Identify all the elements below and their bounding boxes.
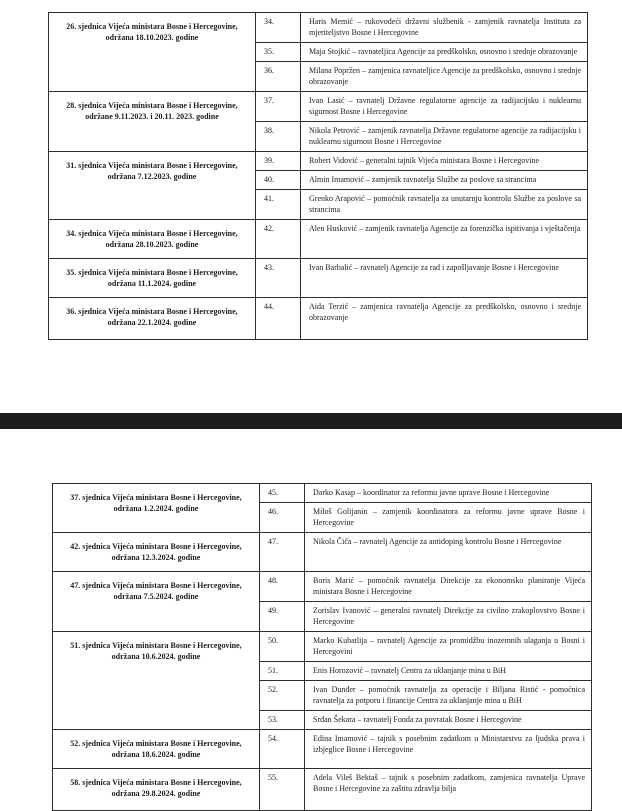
session-cell xyxy=(53,730,260,769)
official-description: Milana Popržen – zamjenica ravnateljice Agencije za predškolsko, osnovno i srednje obrazovanje xyxy=(301,62,588,92)
session-cell xyxy=(53,632,260,730)
row-number: 49. xyxy=(260,602,305,632)
table-row xyxy=(53,572,592,602)
official-description: Maja Stojkić – ravnateljica Agencije za predškolsko, osnovno i srednje obrazovanje xyxy=(301,43,588,62)
session-title: 37. sjednica Vijeća ministara Bosne i Hercegovine, xyxy=(70,493,242,502)
session-cell xyxy=(49,298,256,340)
session-title: 51. sjednica Vijeća ministara Bosne i Hercegovine, xyxy=(70,641,242,650)
table-row xyxy=(53,769,592,811)
officials-table-page-2 xyxy=(52,483,592,811)
session-title: 28. sjednica Vijeća ministara Bosne i Hercegovine, xyxy=(66,101,238,110)
table-row xyxy=(53,533,592,572)
row-number: 45. xyxy=(260,484,305,503)
session-title: 36. sjednica Vijeća ministara Bosne i Hercegovine, xyxy=(66,307,238,316)
official-description: Ivan Barbalić – ravnatelj Agencije za rad i zapošljavanje Bosne i Hercegovine xyxy=(301,259,588,298)
session-date: održana 12.3.2024. godine xyxy=(111,553,201,562)
page-2 xyxy=(0,429,622,809)
table-row xyxy=(49,220,588,259)
official-description: Marko Kubatlija – ravnatelj Agencije za promidžbu inozemnih ulaganja u Bosni i Hercegovini xyxy=(305,632,592,662)
session-title: 52. sjednica Vijeća ministara Bosne i Hercegovine, xyxy=(70,739,242,748)
row-number: 37. xyxy=(256,92,301,122)
row-number: 46. xyxy=(260,503,305,533)
row-number: 43. xyxy=(256,259,301,298)
row-number: 48. xyxy=(260,572,305,602)
page-separator xyxy=(0,413,622,429)
table-row xyxy=(49,298,588,340)
session-cell xyxy=(49,259,256,298)
official-description: Almin Imamović – zamjenik ravnatelja Službe za poslove sa strancima xyxy=(301,171,588,190)
session-cell xyxy=(49,152,256,220)
session-date: održana 18.6.2024. godine xyxy=(111,750,201,759)
row-number: 35. xyxy=(256,43,301,62)
official-description: Enis Horozović – ravnatelj Centra za uklanjanje mina u BiH xyxy=(305,662,592,681)
session-date: održana 7.12.2023. godine xyxy=(107,172,197,181)
row-number: 54. xyxy=(260,730,305,769)
official-description: Darko Kasap – koordinator za reformu javne uprave Bosne i Hercegovine xyxy=(305,484,592,503)
table-row xyxy=(49,92,588,122)
row-number: 41. xyxy=(256,190,301,220)
row-number: 38. xyxy=(256,122,301,152)
session-date: održana 18.10.2023. godine xyxy=(105,33,199,42)
row-number: 52. xyxy=(260,681,305,711)
table-row xyxy=(53,484,592,503)
official-description: Robert Vidović – generalni tajnik Vijeća ministara Bosne i Hercegovine xyxy=(301,152,588,171)
official-description: Srđan Šekara – ravnatelj Fonda za povratak Bosne i Hercegovine xyxy=(305,711,592,730)
session-cell xyxy=(49,92,256,152)
session-cell xyxy=(49,13,256,92)
session-date: održana 1.2.2024. godine xyxy=(113,504,199,513)
row-number: 50. xyxy=(260,632,305,662)
session-cell xyxy=(53,769,260,811)
session-date: održana 11.1.2024. godine xyxy=(107,279,197,288)
session-cell xyxy=(53,533,260,572)
row-number: 44. xyxy=(256,298,301,340)
official-description: Alen Husković – zamjenik ravnatelja Agencije za forenzička ispitivanja i vještačenja xyxy=(301,220,588,259)
row-number: 51. xyxy=(260,662,305,681)
official-description: Zorislav Ivanović – generalni ravnatelj Direkcije za civilno zrakoplovstvo Bosne i Hercegovine xyxy=(305,602,592,632)
table-row xyxy=(53,730,592,769)
session-title: 35. sjednica Vijeća ministara Bosne i Hercegovine, xyxy=(66,268,238,277)
official-description: Ivan Dunđer – pomoćnik ravnatelja za operacije i Biljana Ristić - pomoćnica ravnatelja za potporu i financije Centra za uklanjanje mina u BiH xyxy=(305,681,592,711)
table-row xyxy=(49,259,588,298)
session-cell xyxy=(49,220,256,259)
row-number: 39. xyxy=(256,152,301,171)
row-number: 47. xyxy=(260,533,305,572)
row-number: 55. xyxy=(260,769,305,811)
session-title: 47. sjednica Vijeća ministara Bosne i Hercegovine, xyxy=(70,581,242,590)
session-title: 58. sjednica Vijeća ministara Bosne i Hercegovine, xyxy=(70,778,242,787)
official-description: Edina Imamović – tajnik s posebnim zadatkom u Ministarstvu za ljudska prava i izbjeglice Bosne i Hercegovine xyxy=(305,730,592,769)
session-date: održane 9.11.2023. i 20.11. 2023. godine xyxy=(85,112,219,121)
row-number: 40. xyxy=(256,171,301,190)
session-date: održana 28.10.2023. godine xyxy=(105,240,199,249)
session-title: 34. sjednica Vijeća ministara Bosne i Hercegovine, xyxy=(66,229,238,238)
session-date: održana 7.5.2024. godine xyxy=(113,592,199,601)
officials-table-page-1 xyxy=(48,12,588,340)
row-number: 36. xyxy=(256,62,301,92)
official-description: Boris Marić – pomoćnik ravnatelja Direkcije za ekonomsko planiranje Vijeća ministara Bosne i Hercegovine xyxy=(305,572,592,602)
session-date: održana 29.8.2024. godine xyxy=(111,789,201,798)
session-title: 26. sjednica Vijeća ministara Bosne i Hercegovine, xyxy=(66,22,238,31)
session-title: 31. sjednica Vijeća ministara Bosne i Hercegovine, xyxy=(66,161,238,170)
row-number: 53. xyxy=(260,711,305,730)
official-description: Haris Memić – rukovodeći državni službenik - zamjenik ravnatelja Instituta za mjeriteljstvo Bosne i Hercegovine xyxy=(301,13,588,43)
session-date: održana 22.1.2024. godine xyxy=(107,318,197,327)
official-description: Adela Vileš Bektaš – tajnik s posebnim zadatkom, zamjenica ravnatelja Uprave Bosne i Hercegovine za zaštitu zdravlja bilja xyxy=(305,769,592,811)
official-description: Grenko Arapović – pomoćnik ravnatelja za unutarnju kontrolu Službe za poslove sa strancima xyxy=(301,190,588,220)
official-description: Nikola Petrović – zamjenik ravnatelja Državne regulatorne agencije za radijacijsku i nuklearnu sigurnost Bosne i Hercegovine xyxy=(301,122,588,152)
table-row xyxy=(49,152,588,171)
row-number: 42. xyxy=(256,220,301,259)
table-row xyxy=(53,632,592,662)
session-cell xyxy=(53,572,260,632)
official-description: Aida Terzić – zamjenica ravnatelja Agencije za predškolsko, osnovno i srednje obrazovanje xyxy=(301,298,588,340)
session-title: 42. sjednica Vijeća ministara Bosne i Hercegovine, xyxy=(70,542,242,551)
official-description: Miloš Golijanin – zamjenik koordinatora za reformu javne uprave Bosne i Hercegovine xyxy=(305,503,592,533)
official-description: Ivan Lasić – ravnatelj Državne regulatorne agencije za radijacijsku i nuklearnu sigurnost Bosne i Hercegovine xyxy=(301,92,588,122)
table-row xyxy=(49,13,588,43)
session-date: održana 10.6.2024. godine xyxy=(111,652,201,661)
row-number: 34. xyxy=(256,13,301,43)
official-description: Nikola Čiča – ravnatelj Agencije za antidoping kontrolu Bosne i Hercegovine xyxy=(305,533,592,572)
session-cell xyxy=(53,484,260,533)
